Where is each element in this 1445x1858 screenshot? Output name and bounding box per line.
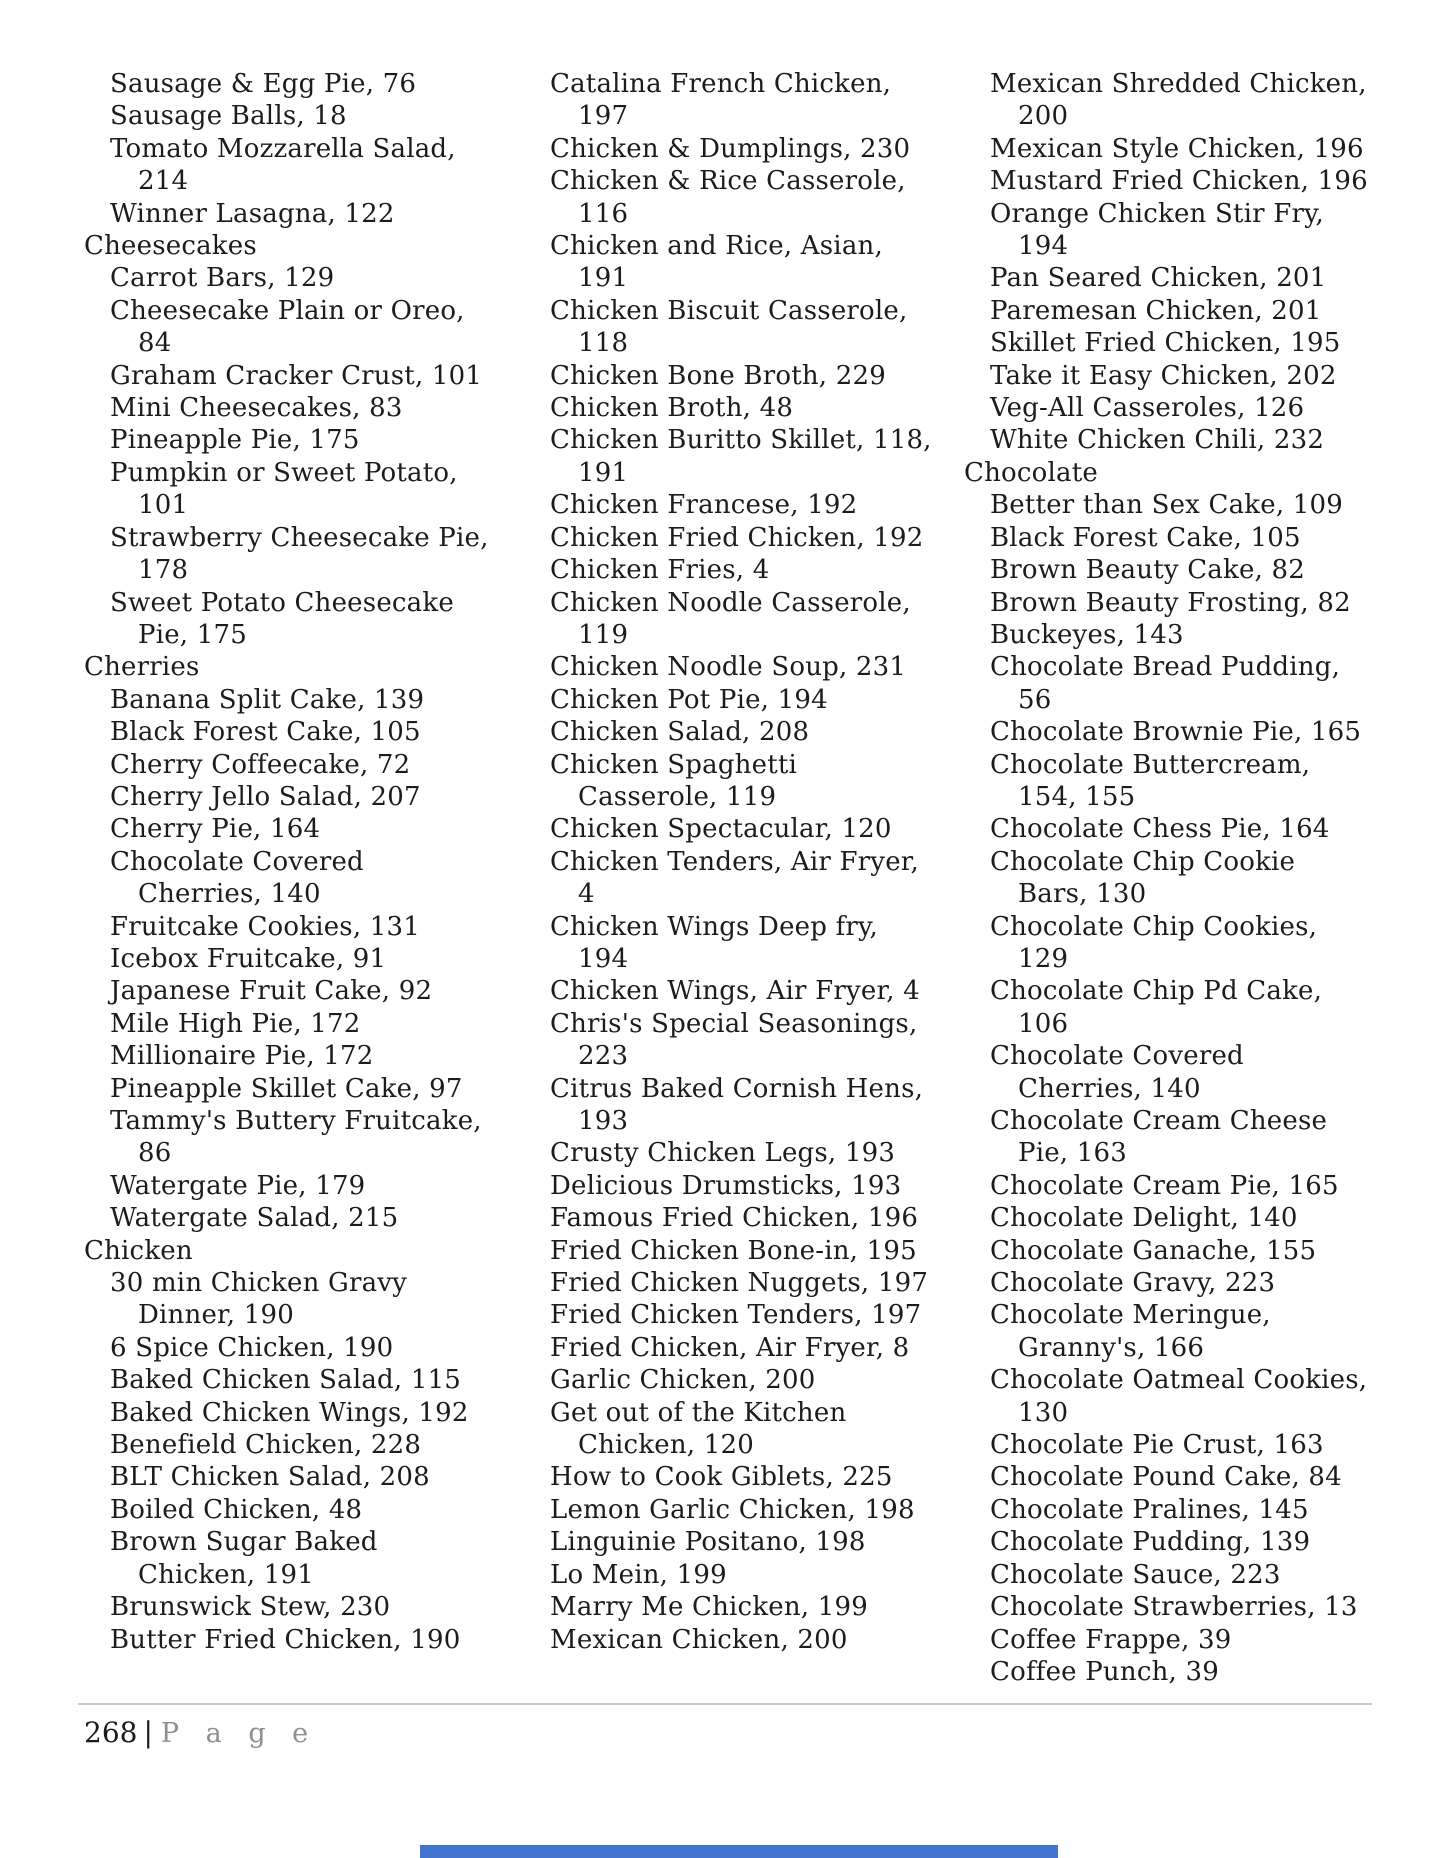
index-entry xyxy=(964,262,1444,294)
index-entry xyxy=(84,1526,524,1591)
index-entry-line: Mini Cheesecakes, 83 xyxy=(110,393,403,424)
index-category-header xyxy=(964,457,1444,489)
index-entry xyxy=(524,1299,964,1331)
index-entry-line: Coffee Frappe, 39 xyxy=(990,1624,1232,1655)
index-entry-line: 101 xyxy=(138,490,189,521)
index-entry-line: Sausage Balls, 18 xyxy=(110,101,347,132)
index-entry xyxy=(964,554,1444,586)
index-entry-line: Chicken Pot Pie, 194 xyxy=(550,684,828,715)
index-entry xyxy=(524,165,964,230)
index-entry xyxy=(524,295,964,360)
index-entry-line: Butter Fried Chicken, 190 xyxy=(110,1624,461,1655)
index-entry xyxy=(524,975,964,1007)
index-entry-line: Watergate Pie, 179 xyxy=(110,1170,366,1201)
index-entry xyxy=(524,68,964,133)
index-entry-line: Banana Split Cake, 139 xyxy=(110,684,425,715)
index-entry-line: Chicken, 191 xyxy=(138,1559,314,1590)
index-entry-line: Chicken Broth, 48 xyxy=(550,393,794,424)
index-entry xyxy=(964,975,1444,1040)
index-entry xyxy=(964,846,1444,911)
index-entry-line: Mexican Shredded Chicken, xyxy=(990,69,1367,99)
index-entry xyxy=(84,1267,524,1332)
index-entry xyxy=(84,68,524,100)
index-entry-line: Chocolate Covered xyxy=(990,1041,1244,1072)
index-entry-line: Black Forest Cake, 105 xyxy=(110,717,421,748)
index-entry-line: BLT Chicken Salad, 208 xyxy=(110,1462,430,1493)
index-entry xyxy=(524,489,964,521)
index-entry-line: Chocolate Brownie Pie, 165 xyxy=(990,717,1362,748)
index-entry-line: 194 xyxy=(1018,231,1069,262)
index-entry xyxy=(84,1494,524,1526)
index-entry xyxy=(964,1494,1444,1526)
index-entry-line: Tomato Mozzarella Salad, xyxy=(110,133,456,164)
index-entry xyxy=(964,1429,1444,1461)
index-entry-line: Cheesecake Plain or Oreo, xyxy=(110,295,465,326)
index-entry xyxy=(84,133,524,198)
index-entry-line: Chocolate Cream Pie, 165 xyxy=(990,1170,1339,1201)
index-entry-line: Get out of the Kitchen xyxy=(550,1397,847,1428)
index-entry-line: Pan Seared Chicken, 201 xyxy=(990,263,1327,294)
footer-separator: | xyxy=(143,1716,153,1749)
index-entry-line: Chocolate Buttercream, xyxy=(990,749,1311,780)
index-entry-line: Strawberry Cheesecake Pie, xyxy=(110,522,489,553)
index-entry-line: Benefield Chicken, 228 xyxy=(110,1430,422,1461)
index-entry xyxy=(524,1364,964,1396)
index-entry-line: Chicken & Dumplings, 230 xyxy=(550,133,911,164)
index-entry-line: Chocolate Chess Pie, 164 xyxy=(990,814,1330,845)
index-entry-line: Chocolate Delight, 140 xyxy=(990,1203,1298,1234)
index-entry-line: Brown Beauty Frosting, 82 xyxy=(990,587,1351,618)
footer-divider xyxy=(78,1703,1372,1705)
index-entry-line: Coffee Punch, 39 xyxy=(990,1656,1219,1687)
index-entry xyxy=(84,295,524,360)
index-entry-line: Take it Easy Chicken, 202 xyxy=(990,360,1337,391)
index-entry xyxy=(524,360,964,392)
index-entry xyxy=(964,424,1444,456)
index-entry-line: Cherries xyxy=(84,652,200,683)
index-entry-line: Chicken xyxy=(84,1235,193,1266)
index-entry xyxy=(964,198,1444,263)
index-entry-line: Cherry Jello Salad, 207 xyxy=(110,781,421,812)
index-entry-line: Boiled Chicken, 48 xyxy=(110,1494,363,1525)
index-entry-line: Chris's Special Seasonings, xyxy=(550,1008,918,1039)
index-entry-line: 119 xyxy=(578,619,629,650)
index-entry xyxy=(964,1656,1444,1688)
index-entry-line: Chicken Fried Chicken, 192 xyxy=(550,522,924,553)
index-entry xyxy=(964,489,1444,521)
index-entry xyxy=(84,846,524,911)
index-entry-line: 118 xyxy=(578,328,629,359)
index-entry-line: Baked Chicken Salad, 115 xyxy=(110,1365,462,1396)
index-entry-line: Chocolate Chip Cookie xyxy=(990,846,1296,877)
index-columns xyxy=(84,68,1444,1688)
index-entry-line: Chicken, 120 xyxy=(578,1430,754,1461)
index-entry xyxy=(524,1332,964,1364)
index-entry xyxy=(964,327,1444,359)
index-entry-line: Mexican Chicken, 200 xyxy=(550,1624,848,1655)
index-entry xyxy=(84,1364,524,1396)
index-entry xyxy=(524,1137,964,1169)
index-entry-line: Carrot Bars, 129 xyxy=(110,263,335,294)
index-entry xyxy=(84,587,524,652)
index-entry-line: Lo Mein, 199 xyxy=(550,1559,727,1590)
index-entry xyxy=(84,1397,524,1429)
index-entry-line: Cherry Coffeecake, 72 xyxy=(110,749,411,780)
index-entry xyxy=(524,230,964,295)
index-entry xyxy=(524,749,964,814)
index-entry xyxy=(524,392,964,424)
index-entry xyxy=(964,1461,1444,1493)
index-column-1 xyxy=(84,68,524,1656)
index-entry-line: Black Forest Cake, 105 xyxy=(990,522,1301,553)
index-entry-line: Chicken Noodle Casserole, xyxy=(550,587,911,618)
index-entry xyxy=(964,1624,1444,1656)
index-entry-line: Brunswick Stew, 230 xyxy=(110,1592,391,1623)
index-entry-line: Pineapple Pie, 175 xyxy=(110,425,360,456)
index-entry-line: 84 xyxy=(138,328,172,359)
index-entry-line: Chocolate xyxy=(964,457,1098,488)
index-entry-line: 200 xyxy=(1018,101,1069,132)
index-entry-line: Chocolate Gravy, 223 xyxy=(990,1268,1276,1299)
index-entry-line: Chicken Bone Broth, 229 xyxy=(550,360,886,391)
index-entry-line: Casserole, 119 xyxy=(578,781,777,812)
index-entry-line: Garlic Chicken, 200 xyxy=(550,1365,816,1396)
index-entry xyxy=(524,1235,964,1267)
index-entry xyxy=(964,1202,1444,1234)
index-entry xyxy=(964,1526,1444,1558)
index-entry-line: Bars, 130 xyxy=(1018,879,1147,910)
index-entry-line: 116 xyxy=(578,198,629,229)
index-entry xyxy=(84,1429,524,1461)
index-entry xyxy=(964,749,1444,814)
index-entry xyxy=(964,716,1444,748)
index-entry xyxy=(964,911,1444,976)
index-entry xyxy=(84,424,524,456)
index-entry-line: Citrus Baked Cornish Hens, xyxy=(550,1073,924,1104)
index-entry-line: Chicken Fries, 4 xyxy=(550,555,770,586)
index-entry xyxy=(964,1591,1444,1623)
index-entry xyxy=(524,684,964,716)
index-entry-line: 86 xyxy=(138,1138,172,1169)
index-entry-line: Chicken Noodle Soup, 231 xyxy=(550,652,907,683)
index-entry xyxy=(84,781,524,813)
index-entry-line: 197 xyxy=(578,101,629,132)
index-entry-line: 193 xyxy=(578,1106,629,1136)
index-entry-line: Chocolate Sauce, 223 xyxy=(990,1559,1281,1590)
index-entry xyxy=(964,360,1444,392)
index-entry-line: Chicken Wings, Air Fryer, 4 xyxy=(550,976,920,1007)
index-entry-line: Chicken Francese, 192 xyxy=(550,490,858,521)
index-entry xyxy=(524,846,964,911)
index-entry-line: 194 xyxy=(578,943,629,974)
index-entry-line: Lemon Garlic Chicken, 198 xyxy=(550,1494,915,1525)
index-entry-line: Better than Sex Cake, 109 xyxy=(990,490,1343,521)
index-entry-line: Japanese Fruit Cake, 92 xyxy=(110,976,433,1007)
index-entry-line: Millionaire Pie, 172 xyxy=(110,1041,374,1072)
index-entry-line: White Chicken Chili, 232 xyxy=(990,425,1325,456)
index-entry-line: Mustard Fried Chicken, 196 xyxy=(990,166,1368,197)
index-entry-line: Chicken Spaghetti xyxy=(550,749,798,780)
index-entry-line: How to Cook Giblets, 225 xyxy=(550,1462,893,1493)
index-entry-line: 4 xyxy=(578,879,595,910)
index-entry-line: Sausage & Egg Pie, 76 xyxy=(110,69,417,99)
index-entry-line: Chocolate Bread Pudding, xyxy=(990,652,1341,683)
index-entry-line: 191 xyxy=(578,263,629,294)
index-entry xyxy=(524,1073,964,1138)
index-entry-line: Sweet Potato Cheesecake xyxy=(110,587,454,618)
index-entry-line: Chocolate Ganache, 155 xyxy=(990,1235,1317,1266)
index-entry xyxy=(964,1170,1444,1202)
index-entry-line: Chicken Salad, 208 xyxy=(550,717,810,748)
index-entry xyxy=(84,1624,524,1656)
index-entry-line: Chocolate Pie Crust, 163 xyxy=(990,1430,1324,1461)
index-entry-line: Chocolate Oatmeal Cookies, xyxy=(990,1365,1368,1396)
index-entry-line: Orange Chicken Stir Fry, xyxy=(990,198,1324,229)
index-entry xyxy=(524,1202,964,1234)
index-entry-line: Chicken Wings Deep fry, xyxy=(550,911,878,942)
index-entry-line: Fried Chicken, Air Fryer, 8 xyxy=(550,1332,910,1363)
index-entry xyxy=(524,587,964,652)
page-number: 268 xyxy=(84,1716,138,1749)
index-entry xyxy=(964,813,1444,845)
index-entry-line: Brown Beauty Cake, 82 xyxy=(990,555,1305,586)
index-entry-line: Chocolate Pound Cake, 84 xyxy=(990,1462,1342,1493)
index-entry-line: Chocolate Cream Cheese xyxy=(990,1106,1328,1136)
index-entry xyxy=(84,100,524,132)
index-entry-line: Icebox Fruitcake, 91 xyxy=(110,943,387,974)
index-entry-line: Watergate Salad, 215 xyxy=(110,1203,399,1234)
index-entry xyxy=(524,1526,964,1558)
index-entry-line: Crusty Chicken Legs, 193 xyxy=(550,1138,896,1169)
index-entry-line: Chocolate Pralines, 145 xyxy=(990,1494,1309,1525)
index-entry xyxy=(964,1267,1444,1299)
index-entry xyxy=(964,1364,1444,1429)
index-entry-line: 56 xyxy=(1018,684,1052,715)
index-column-3 xyxy=(964,68,1444,1688)
index-entry xyxy=(84,1202,524,1234)
index-entry xyxy=(84,749,524,781)
index-entry xyxy=(524,554,964,586)
index-entry xyxy=(84,813,524,845)
bottom-accent-bar xyxy=(420,1845,1058,1858)
index-entry xyxy=(84,1591,524,1623)
index-entry-line: Chicken Spectacular, 120 xyxy=(550,814,892,845)
index-entry xyxy=(524,1267,964,1299)
index-entry xyxy=(524,522,964,554)
index-entry xyxy=(84,975,524,1007)
index-entry-line: Cherry Pie, 164 xyxy=(110,814,321,845)
index-entry xyxy=(964,1040,1444,1105)
index-entry xyxy=(964,295,1444,327)
index-entry-line: Veg-All Casseroles, 126 xyxy=(990,393,1305,424)
index-entry-line: Delicious Drumsticks, 193 xyxy=(550,1170,902,1201)
index-entry-line: Skillet Fried Chicken, 195 xyxy=(990,328,1341,359)
index-entry xyxy=(964,392,1444,424)
index-entry-line: Mile High Pie, 172 xyxy=(110,1008,361,1039)
index-entry-line: 178 xyxy=(138,555,189,586)
index-entry xyxy=(524,1624,964,1656)
index-entry xyxy=(524,1397,964,1462)
index-entry-line: Baked Chicken Wings, 192 xyxy=(110,1397,469,1428)
index-entry-line: Chocolate Pudding, 139 xyxy=(990,1527,1311,1558)
index-entry-line: Catalina French Chicken, xyxy=(550,69,892,99)
index-entry-line: Paremesan Chicken, 201 xyxy=(990,295,1322,326)
index-entry-line: Cheesecakes xyxy=(84,231,257,262)
index-entry-line: Chicken Tenders, Air Fryer, xyxy=(550,846,920,877)
index-entry-line: Famous Fried Chicken, 196 xyxy=(550,1203,919,1234)
index-entry-line: Cherries, 140 xyxy=(1018,1073,1201,1104)
index-entry xyxy=(524,911,964,976)
index-entry xyxy=(524,1559,964,1591)
index-entry xyxy=(524,1008,964,1073)
index-entry-line: 214 xyxy=(138,166,189,197)
index-entry-line: Winner Lasagna, 122 xyxy=(110,198,395,229)
index-entry xyxy=(964,1559,1444,1591)
index-entry xyxy=(964,1299,1444,1364)
index-entry xyxy=(964,587,1444,619)
index-entry-line: Pumpkin or Sweet Potato, xyxy=(110,457,458,488)
index-entry-line: Chicken Biscuit Casserole, xyxy=(550,295,908,326)
index-entry-line: Mexican Style Chicken, 196 xyxy=(990,133,1364,164)
index-entry-line: Brown Sugar Baked xyxy=(110,1527,378,1558)
index-entry-line: 30 min Chicken Gravy xyxy=(110,1268,408,1299)
index-entry-line: Buckeyes, 143 xyxy=(990,619,1184,650)
index-category-header xyxy=(84,230,524,262)
index-entry-line: 191 xyxy=(578,457,629,488)
index-category-header xyxy=(84,651,524,683)
index-entry xyxy=(524,133,964,165)
index-entry-line: Chicken Buritto Skillet, 118, xyxy=(550,425,932,456)
index-entry-line: 129 xyxy=(1018,943,1069,974)
index-entry xyxy=(84,392,524,424)
index-entry xyxy=(524,716,964,748)
index-entry xyxy=(524,424,964,489)
index-entry-line: 130 xyxy=(1018,1397,1069,1428)
index-entry-line: Cherries, 140 xyxy=(138,879,321,910)
index-entry-line: 154, 155 xyxy=(1018,781,1136,812)
index-entry xyxy=(84,360,524,392)
index-entry xyxy=(84,198,524,230)
index-entry-line: Granny's, 166 xyxy=(1018,1332,1205,1363)
index-entry-line: Chicken & Rice Casserole, xyxy=(550,166,906,197)
index-entry xyxy=(964,68,1444,133)
index-entry xyxy=(84,1008,524,1040)
index-entry xyxy=(524,1494,964,1526)
index-entry xyxy=(84,716,524,748)
index-entry-line: Chocolate Chip Cookies, xyxy=(990,911,1318,942)
index-entry-line: Linguinie Positano, 198 xyxy=(550,1527,866,1558)
index-entry xyxy=(84,1170,524,1202)
index-entry-line: Fried Chicken Tenders, 197 xyxy=(550,1300,922,1331)
index-entry xyxy=(964,165,1444,197)
index-entry-line: Chocolate Strawberries, 13 xyxy=(990,1592,1358,1623)
index-entry xyxy=(524,813,964,845)
index-entry-line: Pie, 175 xyxy=(138,619,247,650)
index-entry-line: Fruitcake Cookies, 131 xyxy=(110,911,421,942)
index-entry xyxy=(84,1073,524,1105)
index-entry xyxy=(524,1591,964,1623)
index-entry-line: Chocolate Meringue, xyxy=(990,1300,1271,1331)
index-entry xyxy=(84,1461,524,1493)
index-entry xyxy=(964,522,1444,554)
index-entry-line: Dinner, 190 xyxy=(138,1300,294,1331)
index-entry xyxy=(524,1461,964,1493)
index-entry xyxy=(84,1040,524,1072)
index-category-header xyxy=(84,1235,524,1267)
index-entry-line: Pineapple Skillet Cake, 97 xyxy=(110,1073,463,1104)
index-entry-line: Chocolate Covered xyxy=(110,846,364,877)
index-entry xyxy=(84,943,524,975)
index-entry-line: 223 xyxy=(578,1041,629,1072)
index-entry-line: Chocolate Chip Pd Cake, xyxy=(990,976,1323,1007)
index-entry-line: 6 Spice Chicken, 190 xyxy=(110,1332,394,1363)
index-entry xyxy=(84,911,524,943)
index-entry-line: Pie, 163 xyxy=(1018,1138,1127,1169)
index-entry-line: Fried Chicken Bone-in, 195 xyxy=(550,1235,917,1266)
index-entry-line: Tammy's Buttery Fruitcake, xyxy=(110,1106,482,1136)
index-entry xyxy=(964,1105,1444,1170)
index-entry-line: Marry Me Chicken, 199 xyxy=(550,1592,868,1623)
page-label: P a g e xyxy=(160,1718,318,1749)
index-entry xyxy=(524,651,964,683)
index-entry xyxy=(964,619,1444,651)
index-entry xyxy=(964,651,1444,716)
index-entry-line: 106 xyxy=(1018,1008,1069,1039)
index-entry xyxy=(84,522,524,587)
index-entry-line: Graham Cracker Crust, 101 xyxy=(110,360,483,391)
index-entry xyxy=(84,457,524,522)
index-entry xyxy=(84,262,524,294)
index-column-2 xyxy=(524,68,964,1656)
page-footer xyxy=(84,1716,317,1751)
index-entry-line: Chicken and Rice, Asian, xyxy=(550,231,883,262)
index-entry-line: Fried Chicken Nuggets, 197 xyxy=(550,1268,929,1299)
index-entry xyxy=(524,1170,964,1202)
index-entry xyxy=(964,133,1444,165)
index-entry xyxy=(84,1105,524,1170)
index-entry xyxy=(964,1235,1444,1267)
index-entry xyxy=(84,1332,524,1364)
index-entry xyxy=(84,684,524,716)
